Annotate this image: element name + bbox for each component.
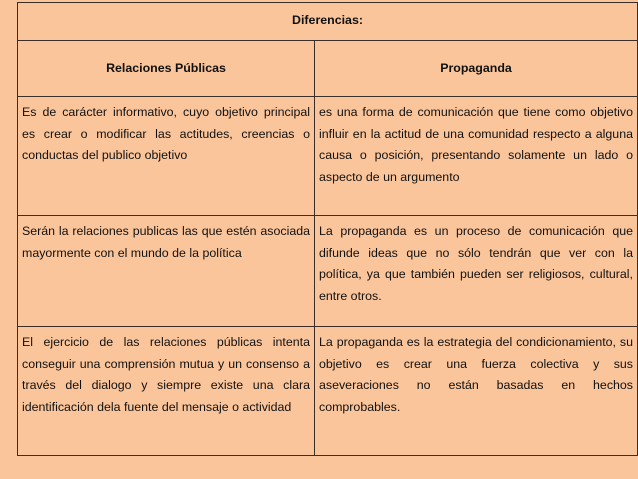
cell-relaciones-publicas: El ejercicio de las relaciones públicas intenta conseguir una comprensión mutua y un consenso a través del dialogo y siempre existe una clara identificación dela fuente del mensaje o actividad — [18, 327, 315, 456]
cell-relaciones-publicas: Es de carácter informativo, cuyo objetivo principal es crear o modificar las actitudes, creencias o conductas del publico objetivo — [18, 97, 315, 216]
table-title: Diferencias: — [18, 3, 638, 41]
table-row — [18, 97, 638, 216]
header-row — [18, 41, 638, 97]
cell-propaganda: es una forma de comunicación que tiene como objetivo influir en la actitud de una comunidad respecto a alguna causa o posición, presentando solamente un lado o aspecto de un argumento — [315, 97, 638, 216]
cell-relaciones-publicas: Serán la relaciones publicas las que estén asociada mayormente con el mundo de la política — [18, 216, 315, 327]
header-propaganda: Propaganda — [315, 41, 638, 97]
table-row — [18, 216, 638, 327]
table-row — [18, 327, 638, 456]
cell-propaganda: La propaganda es la estrategia del condicionamiento, su objetivo es crear una fuerza colectiva y sus aseveraciones no están basadas en hechos comprobables. — [315, 327, 638, 456]
cell-propaganda: La propaganda es un proceso de comunicación que difunde ideas que no sólo tendrán que ver con la política, ya que también pueden ser religiosos, cultural, entre otros. — [315, 216, 638, 327]
header-relaciones-publicas: Relaciones Públicas — [18, 41, 315, 97]
differences-table — [17, 2, 638, 456]
title-row — [18, 3, 638, 41]
